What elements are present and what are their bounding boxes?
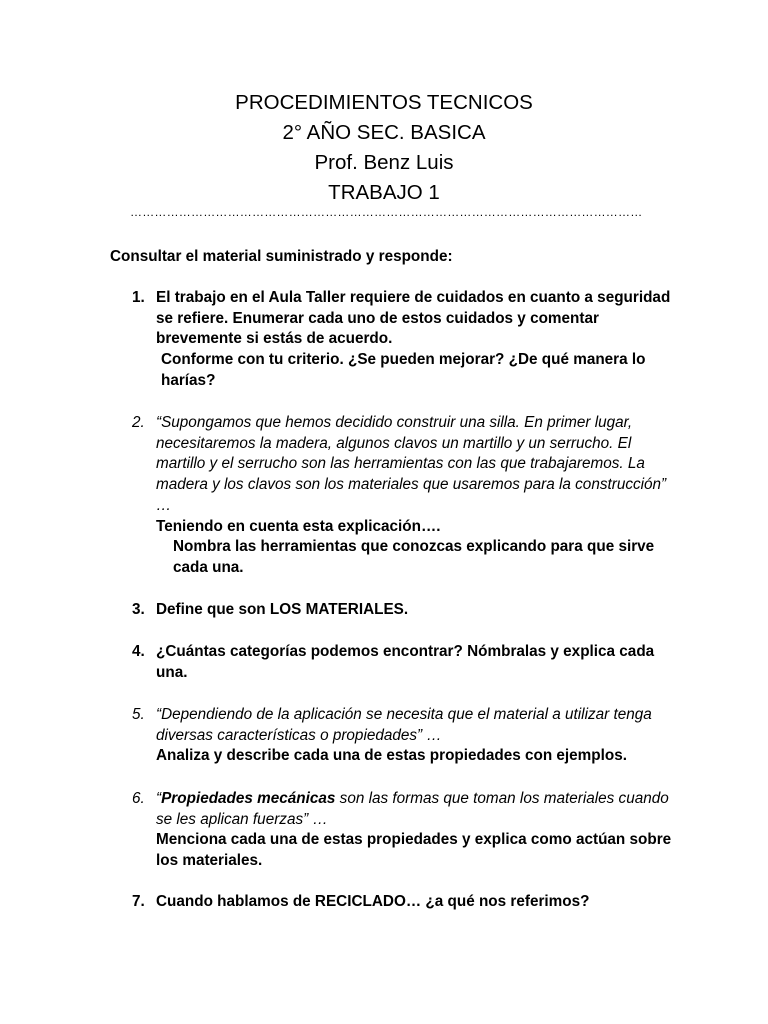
dotted-separator: ……………………………………………………………………………………………………………… [130,205,642,219]
question-text: Cuando hablamos de RECICLADO… ¿a qué nos referimos? [156,893,590,910]
grade-level: 2° AÑO SEC. BASICA [282,121,486,144]
teacher-name: Prof. Benz Luis [314,151,454,174]
question-text: Analiza y describe cada una de estas propiedades con ejemplos. [156,747,627,765]
question-text: ¿Cuántas categorías podemos encontrar? Nómbralas y explica cada una. [156,643,655,681]
subject-title: PROCEDIMIENTOS TECNICOS [235,91,533,114]
question-4 [132,642,672,683]
question-1 [132,288,672,392]
question-number: 3. [132,601,145,618]
question-2 [132,413,672,579]
quoted-text: “Dependiendo de la aplicación se necesita que el material a utilizar tenga diversas características o propiedades” … [156,706,652,744]
question-text: Conforme con tu criterio. ¿Se pueden mejorar? ¿De qué manera lo harías? [161,351,646,389]
question-text: Teniendo en cuenta esta explicación…. [156,517,441,535]
question-3 [132,600,672,621]
quote-rest: son las formas que toman los materiales cuando se les aplican fuerzas” … [156,790,669,828]
question-number: 1. [132,289,145,306]
quote-open-mark: “ [156,790,162,807]
question-number: 5. [132,706,145,723]
question-number: 7. [132,893,145,910]
question-number: 6. [132,790,145,807]
highlighted-term: Propiedades mecánicas [161,790,336,807]
question-text: Define que son LOS MATERIALES. [156,601,409,618]
question-number: 4. [132,643,145,660]
document-header [0,88,768,208]
quoted-text: “Supongamos que hemos decidido construir una silla. En primer lugar, necesitaremos la madera, algunos clavos un martillo y un serrucho. El martillo y el serrucho son las herramientas con las que trabajaremos. La madera y los clavos son los materiales que usaremos para la construcción” … [156,414,667,514]
question-number: 2. [132,414,145,431]
instructions-text: Consultar el material suministrado y responde: [110,248,453,265]
quoted-text [156,789,672,830]
question-text: Menciona cada una de estas propiedades y explica como actúan sobre los materiales. [156,831,672,870]
question-5 [132,705,672,767]
question-7 [132,892,672,913]
assignment-title: TRABAJO 1 [328,181,440,204]
question-6 [132,789,672,872]
question-text: El trabajo en el Aula Taller requiere de cuidados en cuanto a seguridad se refiere. Enumerar cada uno de estos cuidados y comentar brevemente si estás de acuerdo. [156,289,671,348]
question-text: Nombra las herramientas que conozcas explicando para que sirve cada una. [173,538,655,576]
